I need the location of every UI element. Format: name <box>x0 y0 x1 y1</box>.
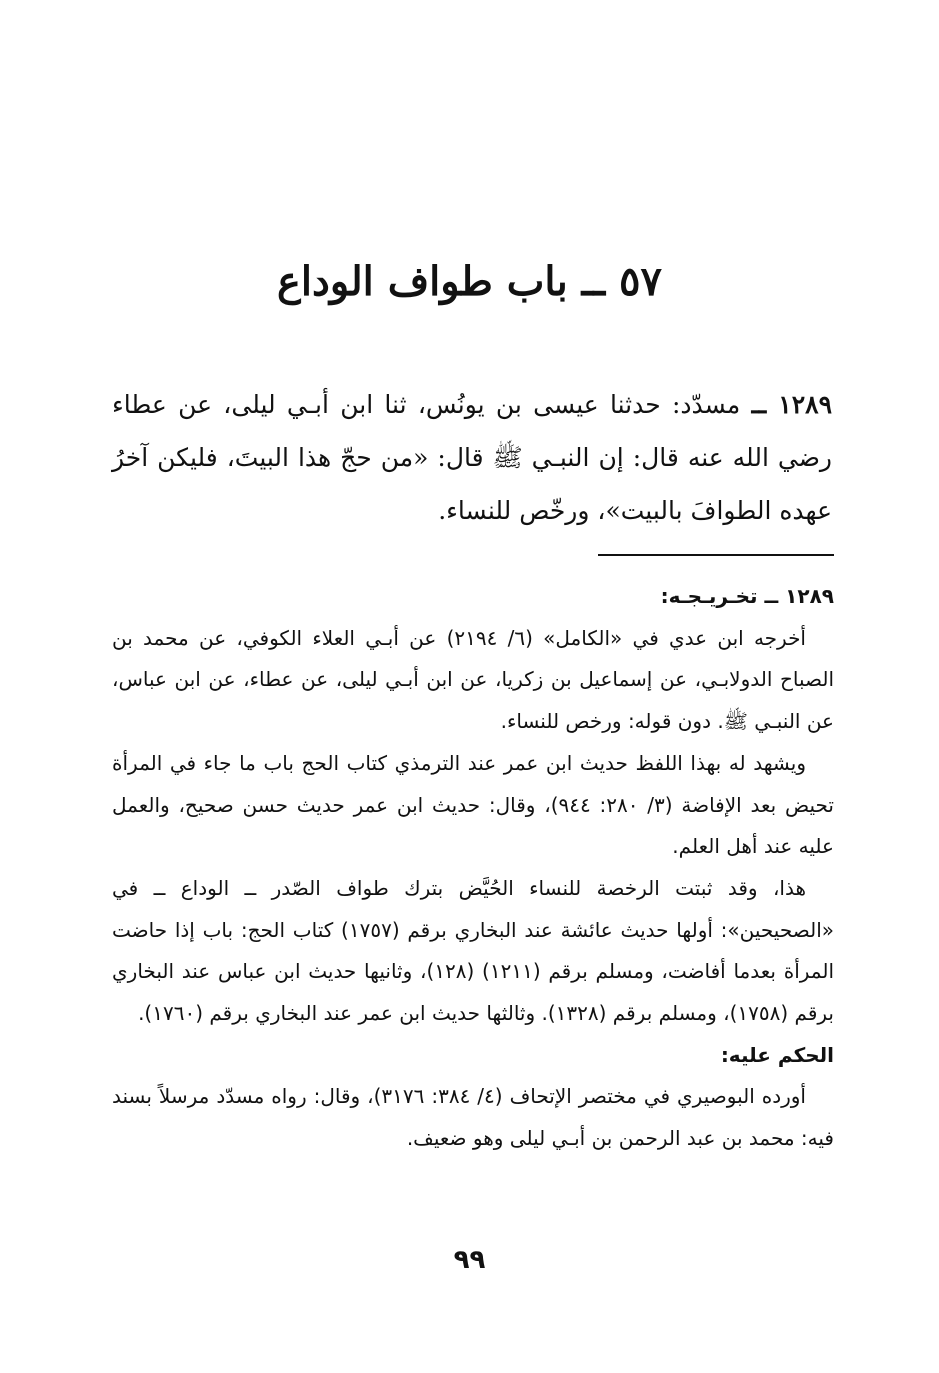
takhrij-paragraph-3: هذا، وقد ثبتت الرخصة للنساء الحُيَّض بترك طواف الصّدر ــ الوداع ــ في «الصحيحين»: أولها حديث عائشة عند البخاري برقم (١٧٥٧) كتاب الحج: باب إذا حاضت المرأة بعدما أفاضت، ومسلم برقم (١٢١١) (١٢٨)، وثانيها حديث ابن عباس عند البخاري برقم (١٧٥٨)، ومسلم برقم (١٣٢٨). وثالثها حديث ابن عمر عند البخاري برقم (١٧٦٠). <box>112 875 834 1026</box>
chapter-title: ٥٧ ــ باب طواف الوداع <box>277 258 662 305</box>
hadith-number: ١٢٨٩ ــ <box>751 390 833 419</box>
hadith-text-block <box>112 378 832 537</box>
takhrij-heading: ١٢٨٩ ــ تخـريـجـه: <box>660 584 834 608</box>
ruling-paragraph: أورده البوصيري في مختصر الإتحاف (٤/ ٣٨٤: ٣١٧٦)، وقال: رواه مسدّد مرسلاً بسند فيه: محمد بن عبد الرحمن بن أبـي ليلى وهو ضعيف. <box>112 1084 834 1151</box>
hadith-body: مسدّد: حدثنا عيسى بن يونُس، ثنا ابن أبـي ليلى، عن عطاء رضي الله عنه قال: إن النبـي ﷺ قال: «من حجّ هذا البيتَ، فليكن آخرُ عهده الطوافَ بالبيت»، ورخّص للنساء. <box>112 390 832 525</box>
ruling-heading: الحكم عليه: <box>720 1042 834 1067</box>
takhrij-paragraph-1: أخرجه ابن عدي في «الكامل» (٦/ ٢١٩٤) عن أبـي العلاء الكوفي، عن محمد بن الصباح الدولابـي، عن إسماعيل بن زكريا، عن ابن أبـي ليلى، عن عطاء، عن ابن عباس، عن النبـي ﷺ. دون قوله: ورخص للنساء. <box>112 625 834 734</box>
footnote-separator <box>598 554 834 556</box>
takhrij-paragraph-2: ويشهد له بهذا اللفظ حديث ابن عمر عند الترمذي كتاب الحج باب ما جاء في المرأة تحيض بعد الإفاضة (٣/ ٢٨٠: ٩٤٤)، وقال: حديث ابن عمر حديث حسن صحيح، والعمل عليه عند أهل العلم. <box>112 750 834 859</box>
hadith-paragraph <box>112 378 832 537</box>
footnotes-block <box>112 576 834 1160</box>
page-number: ٩٩ <box>453 1245 486 1275</box>
